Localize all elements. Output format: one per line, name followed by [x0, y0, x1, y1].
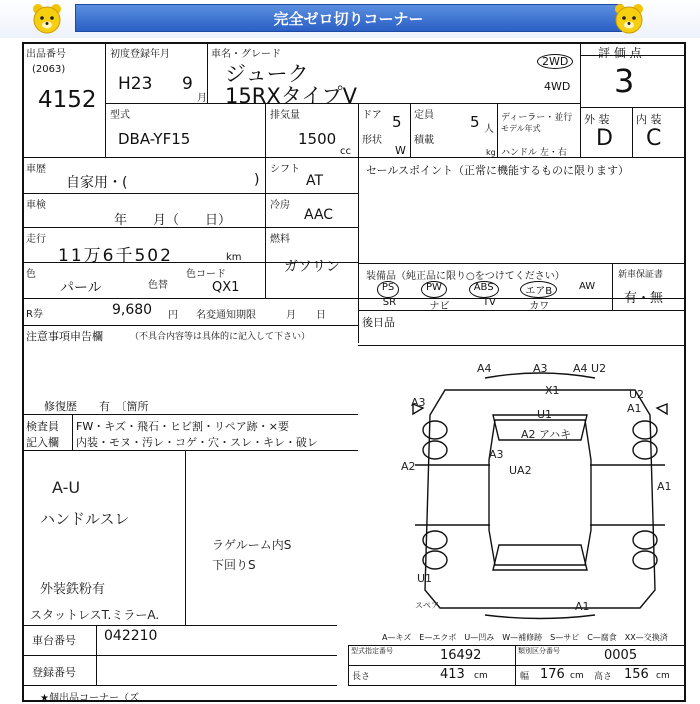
width-unit: cm [570, 671, 584, 681]
first-reg-label: 初度登録年月 [110, 49, 170, 60]
first-reg-month: 9 [182, 74, 193, 94]
score-value: 3 [614, 62, 635, 100]
doors-value: 5 [392, 113, 402, 131]
model-year-label: モデル年式 [501, 124, 541, 133]
lot-sub: (2063) [32, 64, 66, 75]
equipment-row2 [366, 297, 566, 312]
displacement-label: 排気量 [270, 110, 300, 121]
interior-value: C [646, 126, 662, 151]
diagram-mark-16: スペア [415, 601, 439, 610]
load-label: 積載 [414, 135, 434, 146]
equipment-label: 装備品（純正品に限り○をつけてください） [366, 271, 565, 282]
inspector-label2: 記入欄 [26, 436, 59, 449]
diagram-mark-6: U1 [537, 408, 553, 421]
shape-label: 形状 [362, 135, 382, 146]
handwritten-note-4: 下回りS [212, 558, 256, 572]
diagram-mark-10: A3 [489, 448, 504, 461]
equipment-row1 [366, 281, 606, 298]
capacity-unit: 人 [484, 124, 494, 135]
color-code: QX1 [212, 280, 240, 295]
doors-label: ドア [362, 110, 382, 121]
car-grade: 15RXタイプV [225, 84, 358, 108]
equipment-pw: PW [421, 281, 447, 298]
diagram-mark-9: A2 アハキ [521, 428, 572, 441]
model-spec-value: 16492 [440, 648, 482, 663]
length-value: 413 [440, 667, 465, 682]
bear-mascot-icon [30, 2, 64, 36]
warranty-value: 有・無 [624, 291, 664, 306]
equipment-aw: AW [578, 281, 596, 292]
handwritten-note-3: ラゲルーム内S [212, 538, 292, 552]
shift-label: シフト [270, 164, 300, 175]
inspector-row1: FW・キズ・飛石・ヒビ割・リペア跡・×要 [76, 420, 289, 433]
ac-label: 冷房 [270, 200, 290, 211]
diagram-mark-2: A3 [533, 362, 548, 375]
length-unit: cm [474, 671, 488, 681]
equipment-tv: TV [482, 297, 496, 308]
diagram-mark-1: A4 [477, 362, 492, 375]
lot-label: 出品番号 [26, 49, 66, 60]
color-change-label: 色替 [148, 280, 168, 291]
inspector-label1: 検査員 [26, 420, 59, 433]
shift-value: AT [306, 173, 324, 189]
lot-number: 4152 [38, 87, 97, 113]
diagram-mark-14: U1 [417, 572, 433, 585]
repair-history: 修復歴 有 〔箇所 [44, 400, 149, 413]
diagram-mark-8: A1 [627, 402, 642, 415]
color-label: 色 [26, 269, 36, 280]
displacement-value: 1500 [298, 130, 337, 148]
drive-2wd: 2WD [537, 54, 573, 69]
mileage-unit: km [226, 252, 242, 263]
name-change-value: 月 日 [286, 310, 326, 321]
diagram-mark-4: A3 [411, 396, 426, 409]
history-label: 車歴 [26, 164, 46, 175]
fuel-value: ガソリン [284, 259, 340, 275]
chassis-value: 042210 [104, 628, 158, 644]
equipment-ps: PS [377, 281, 399, 298]
car-name: ジューク [225, 62, 309, 86]
equipment-navi: ナビ [429, 301, 450, 312]
diagram-mark-11: A2 [401, 460, 416, 473]
mileage-label: 走行 [26, 234, 46, 245]
first-reg-era: H23 [118, 74, 153, 94]
fuel-label: 燃料 [270, 234, 290, 245]
equipment-leather: カワ [529, 301, 550, 312]
handle-label: ハンドル 左・右 [501, 148, 567, 158]
diagram-mark-7: U2 [629, 388, 645, 401]
handwritten-note-1: A-U [52, 478, 81, 497]
dealer-label: ディーラー・並行 [501, 113, 573, 123]
mileage-value: 11万6千502 [58, 246, 173, 266]
diagram-mark-3: A4 U2 [573, 362, 607, 375]
class-label: 類別区分番号 [518, 647, 560, 655]
diagram-mark-13: A1 [657, 480, 672, 493]
height-unit: cm [656, 671, 670, 681]
interior-label: 内 装 [636, 113, 662, 126]
capacity-value: 5 [470, 113, 480, 131]
notes-label: 注意事項申告欄 [26, 330, 103, 343]
after-equipment-label: 後日品 [362, 316, 395, 329]
sales-point-label: セールスポイント（正常に機能するものに限ります） [366, 164, 630, 177]
registration-label: 登録番号 [32, 666, 76, 679]
recycle-label: R券 [26, 309, 43, 320]
color-code-label: 色コード [186, 269, 226, 280]
notes-sub: （不具合内容等は具体的に記入して下さい） [130, 332, 311, 342]
inspection-label: 車検 [26, 200, 46, 211]
banner-title: 完全ゼロ切りコーナー [75, 4, 622, 32]
capacity-label: 定員 [414, 110, 434, 121]
handwritten-note-6: スタットレスT.ミラーA. [30, 608, 160, 622]
chassis-label: 車台番号 [32, 634, 76, 647]
width-value: 176 [540, 667, 565, 682]
load-unit: kg [486, 148, 496, 157]
drive-4wd: 4WD [544, 80, 571, 93]
shape-value: W [395, 144, 406, 157]
diagram-mark-5: X1 [545, 384, 560, 397]
equipment-airbag: エアB [520, 281, 557, 298]
ac-value: AAC [304, 207, 334, 223]
length-label: 長さ [352, 672, 371, 682]
bear-mascot-icon-right [612, 2, 646, 36]
history-close: ) [254, 172, 260, 188]
displacement-unit: cc [340, 146, 351, 157]
diagram-mark-12: UA2 [509, 464, 532, 477]
handwritten-note-5: 外装鉄粉有 [40, 582, 106, 597]
handwritten-note-2: ハンドルスレ [40, 510, 130, 528]
inspector-row2: 内装・モヌ・汚レ・コゲ・穴・スレ・キレ・破レ [76, 436, 318, 449]
model-label: 型式 [110, 110, 130, 121]
height-value: 156 [624, 667, 649, 682]
height-label: 高さ [594, 672, 613, 682]
equipment-sr: SR [382, 297, 397, 308]
name-change-label: 名変通知期限 [196, 310, 256, 321]
exterior-value: D [596, 126, 613, 151]
footer-text: ★個出品コーナー（ズ [40, 693, 139, 704]
diagram-mark-15: A1 [575, 600, 590, 613]
model-value: DBA-YF15 [118, 130, 191, 148]
first-reg-month-unit: 月 [197, 93, 207, 104]
warranty-label: 新車保証書 [618, 270, 664, 280]
damage-legend: A—キズ E—エクボ U—凹み W—補修跡 S—サビ C—腐食 XX—交換済 [382, 633, 668, 642]
diagram-marks [395, 360, 685, 625]
history-value: 自家用・( [66, 175, 128, 191]
model-spec-label: 型式指定番号 [351, 647, 393, 655]
equipment-abs: ABS [469, 281, 499, 298]
score-label: 評 価 点 [598, 46, 642, 60]
exterior-label: 外 装 [584, 113, 610, 126]
inspection-value: 年 月（ 日） [114, 213, 232, 228]
recycle-value: 9,680 [112, 302, 153, 318]
recycle-unit: 円 [168, 310, 178, 321]
car-label: 車名・グレード [211, 49, 281, 60]
class-value: 0005 [604, 648, 638, 663]
width-label: 幅 [520, 672, 530, 682]
color-value: パール [60, 280, 102, 296]
